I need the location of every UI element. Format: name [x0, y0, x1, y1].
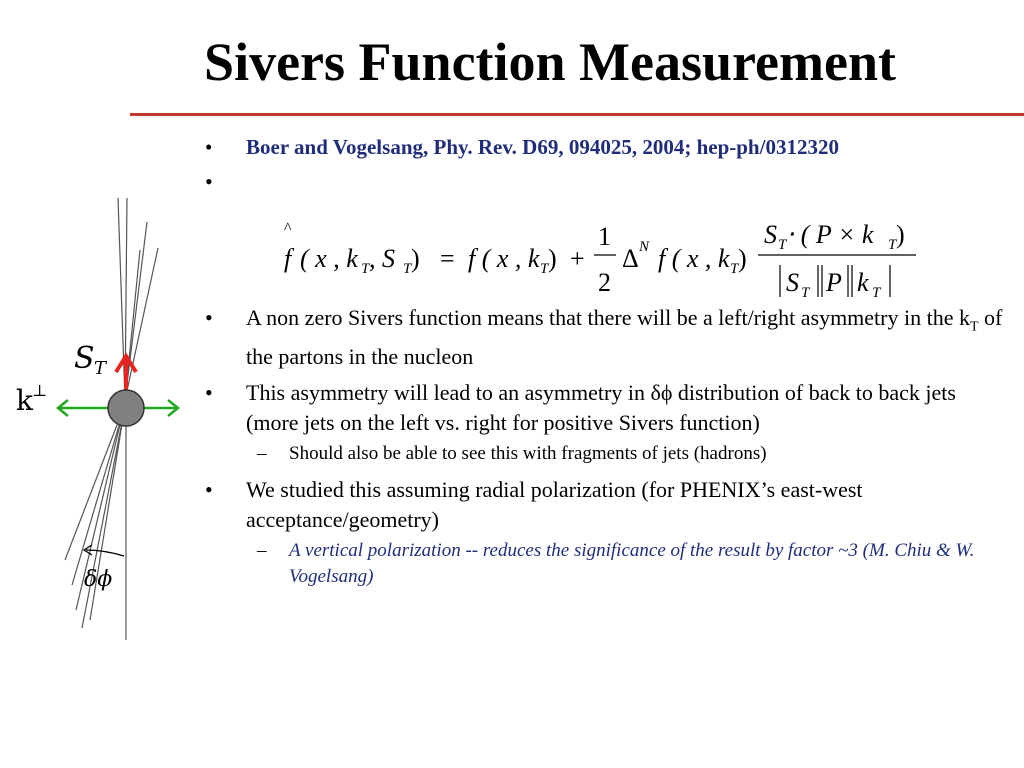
bullet-asymmetry: [205, 303, 1005, 372]
jet-line: [125, 222, 147, 400]
bullet-radial-text: We studied this assuming radial polarization (for PHENIX’s east-west acceptance/geometry): [246, 477, 863, 533]
reference-text: Boer and Vogelsang, Phy. Rev. D69, 094025, 2004; hep-ph/0312320: [246, 135, 839, 159]
formula-lhs-args-close: ): [411, 244, 420, 273]
jet-line: [72, 412, 123, 585]
formula-den-p: P: [826, 268, 842, 297]
formula-lhs-args-open: ( x , k: [300, 244, 358, 273]
formula-rhs-f2-close: ): [738, 244, 747, 273]
formula-spacer: [205, 167, 1005, 297]
jet-line: [82, 412, 124, 628]
bullet-list: [205, 133, 1005, 598]
formula-frac-den: 2: [598, 268, 611, 297]
formula-sub: T: [540, 261, 549, 277]
bullet-asymmetry-sub: T: [969, 319, 979, 335]
kperp-label: k: [16, 384, 33, 417]
formula-num-close: ): [896, 220, 905, 249]
sub-bullet-vertical: [205, 538, 1005, 590]
formula-sub: T: [778, 237, 787, 253]
reference-bullet: [205, 133, 1005, 161]
sub-bullet-vertical-text: A vertical polarization -- reduces the significance of the result by factor ~3 (M. Chiu & W. Vogelsang): [289, 540, 975, 588]
title-divider: [130, 113, 1024, 116]
formula-lhs-f: f: [284, 244, 292, 273]
spin-label: S: [74, 341, 95, 376]
formula-num-mid: ⋅ ( P × k: [786, 220, 874, 249]
kperp-label-sup: ⊥: [32, 381, 48, 400]
dphi-label: δϕ: [84, 567, 113, 592]
formula-rhs-f2: f ( x , k: [658, 244, 730, 273]
sub-bullet-hadrons: [205, 441, 1005, 467]
formula-sub: T: [403, 261, 412, 277]
sivers-diagram: [0, 190, 200, 650]
bullet-jets: [205, 378, 1005, 438]
formula-sup-n: N: [639, 239, 650, 255]
formula-sub: T: [888, 237, 897, 253]
formula-num-s: S: [764, 220, 777, 249]
sub-bullet-hadrons-text: Should also be able to see this with fragments of jets (hadrons): [289, 443, 767, 465]
bullet-asymmetry-text: A non zero Sivers function means that there will be a left/right asymmetry in the k: [246, 305, 970, 330]
formula-hat: ^: [284, 220, 292, 237]
bullet-jets-text: This asymmetry will lead to an asymmetry in δϕ distribution of back to back jets (more jets on the left vs. right for positive Sivers function): [246, 380, 956, 436]
formula-rhs-f1: f ( x , k: [468, 244, 540, 273]
lower-jet-lines: [65, 410, 126, 640]
formula-plus: +: [570, 244, 585, 273]
formula-sub: T: [361, 261, 370, 277]
formula-sub: T: [730, 261, 739, 277]
formula-sub: T: [872, 285, 881, 301]
formula-equals: =: [440, 244, 455, 273]
formula-sub: T: [801, 285, 810, 301]
formula-den-k: k: [857, 268, 869, 297]
bullet-asymmetry-tail: of the partons in the nucleon: [246, 305, 1003, 370]
formula-rhs-f1-close: ): [548, 244, 557, 273]
formula-den-s: S: [786, 268, 799, 297]
bullet-radial: [205, 475, 1005, 535]
formula-frac-num: 1: [598, 222, 611, 251]
formula-delta: Δ: [622, 244, 639, 273]
nucleon-circle: [108, 390, 144, 426]
dphi-arrow: [84, 545, 124, 556]
formula-lhs-args-mid: , S: [369, 244, 395, 273]
slide-title: Sivers Function Measurement: [204, 32, 896, 92]
spin-label-sub: T: [94, 358, 107, 379]
